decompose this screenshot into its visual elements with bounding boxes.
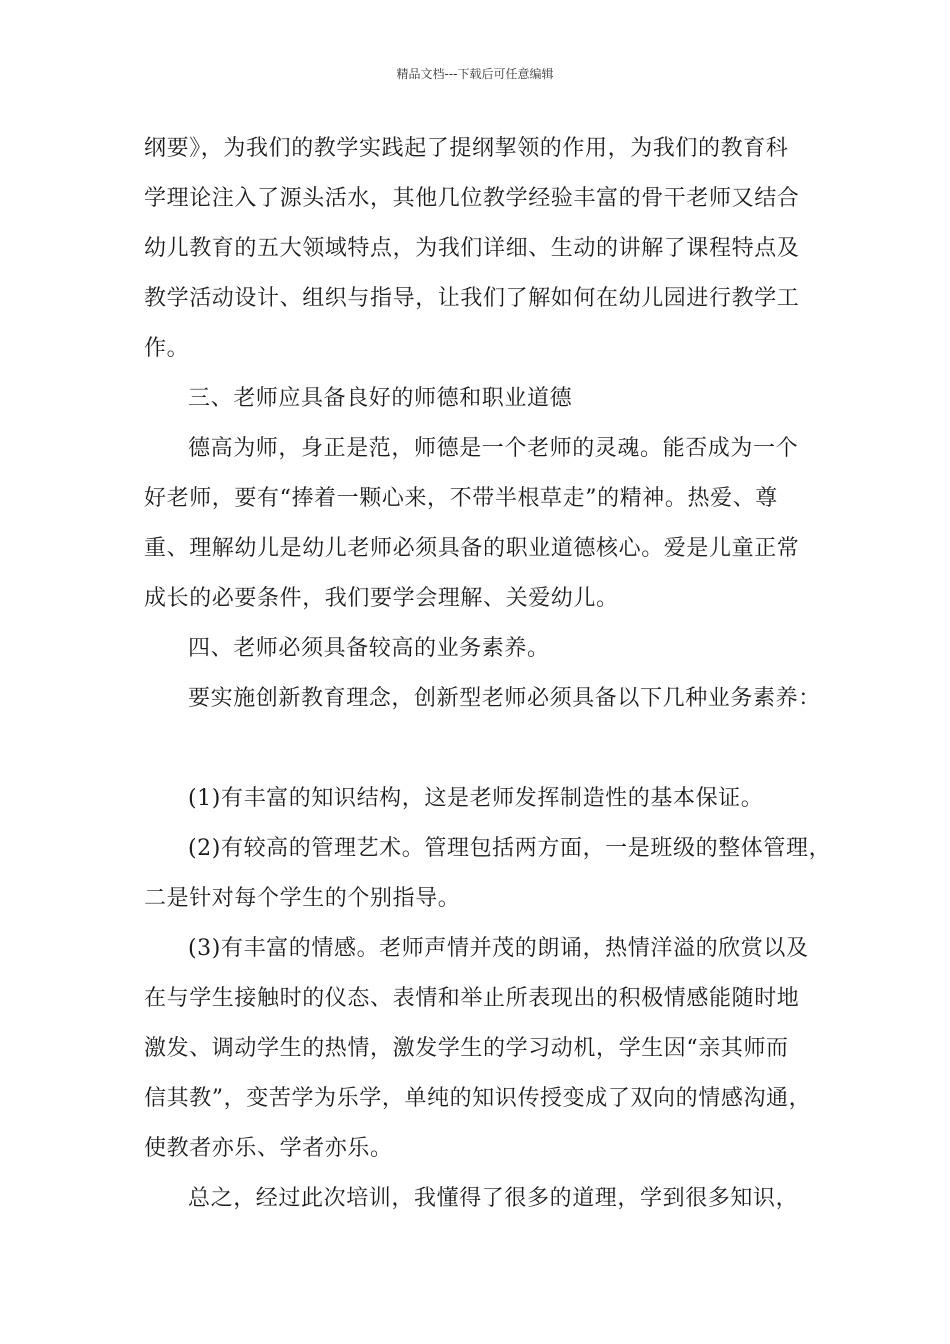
text-line: 要实施创新教育理念，创新型老师必须具备以下几种业务素养： [188,686,821,711]
list-item: (1)有丰富的知识结构，这是老师发挥制造性的基本保证。 [188,786,764,811]
text-line: 成长的必要条件，我们要学会理解、关爱幼儿。 [144,586,619,611]
text-line: (2)有较高的管理艺术。管理包括两方面，一是班级的整体管理， [188,836,832,861]
blank-line [144,724,810,774]
text-line: 总之，经过此次培训，我懂得了很多的道理，学到很多知识， [188,1186,799,1211]
section-heading: 三、老师应具备良好的师德和职业道德 [188,386,573,411]
text-line: 激发、调动学生的热情，激发学生的学习动机，学生因“亲其师而 [144,1036,789,1061]
text-line: 使教者亦乐、学者亦乐。 [144,1136,393,1161]
text-line: 教学活动设计、组织与指导，让我们了解如何在幼儿园进行教学工 [144,286,800,311]
paragraph [144,124,810,374]
text-line: (3)有丰富的情感。老师声情并茂的朗诵，热情洋溢的欣赏以及 [188,936,809,961]
list-item [144,924,810,1174]
page-header: 精品文档---下载后可任意编辑 [396,67,554,81]
text-line: 幼儿教育的五大领域特点，为我们详细、生动的讲解了课程特点及 [144,236,800,261]
section-heading: 四、老师必须具备较高的业务素养。 [188,636,550,661]
text-line: 德高为师，身正是范，师德是一个老师的灵魂。能否成为一个 [188,436,799,461]
text-line: 在与学生接触时的仪态、表情和举止所表现出的积极情感能随时地 [144,986,800,1011]
text-line: 纲要》，为我们的教学实践起了提纲挈领的作用，为我们的教育科 [144,136,789,161]
text-line: 作。 [144,336,190,361]
list-item [144,824,832,924]
text-line: 二是针对每个学生的个别指导。 [144,886,461,911]
text-line: 信其教”，变苦学为乐学，单纯的知识传授变成了双向的情感沟通， [144,1086,812,1111]
paragraph [144,424,810,624]
text-line: 重、理解幼儿是幼儿老师必须具备的职业道德核心。爱是儿童正常 [144,536,800,561]
document-body [144,124,832,1224]
text-line: 好老师，要有“捧着一颗心来，不带半根草走”的精神。热爱、尊 [144,486,778,511]
text-line: 学理论注入了源头活水，其他几位教学经验丰富的骨干老师又结合 [144,186,800,211]
